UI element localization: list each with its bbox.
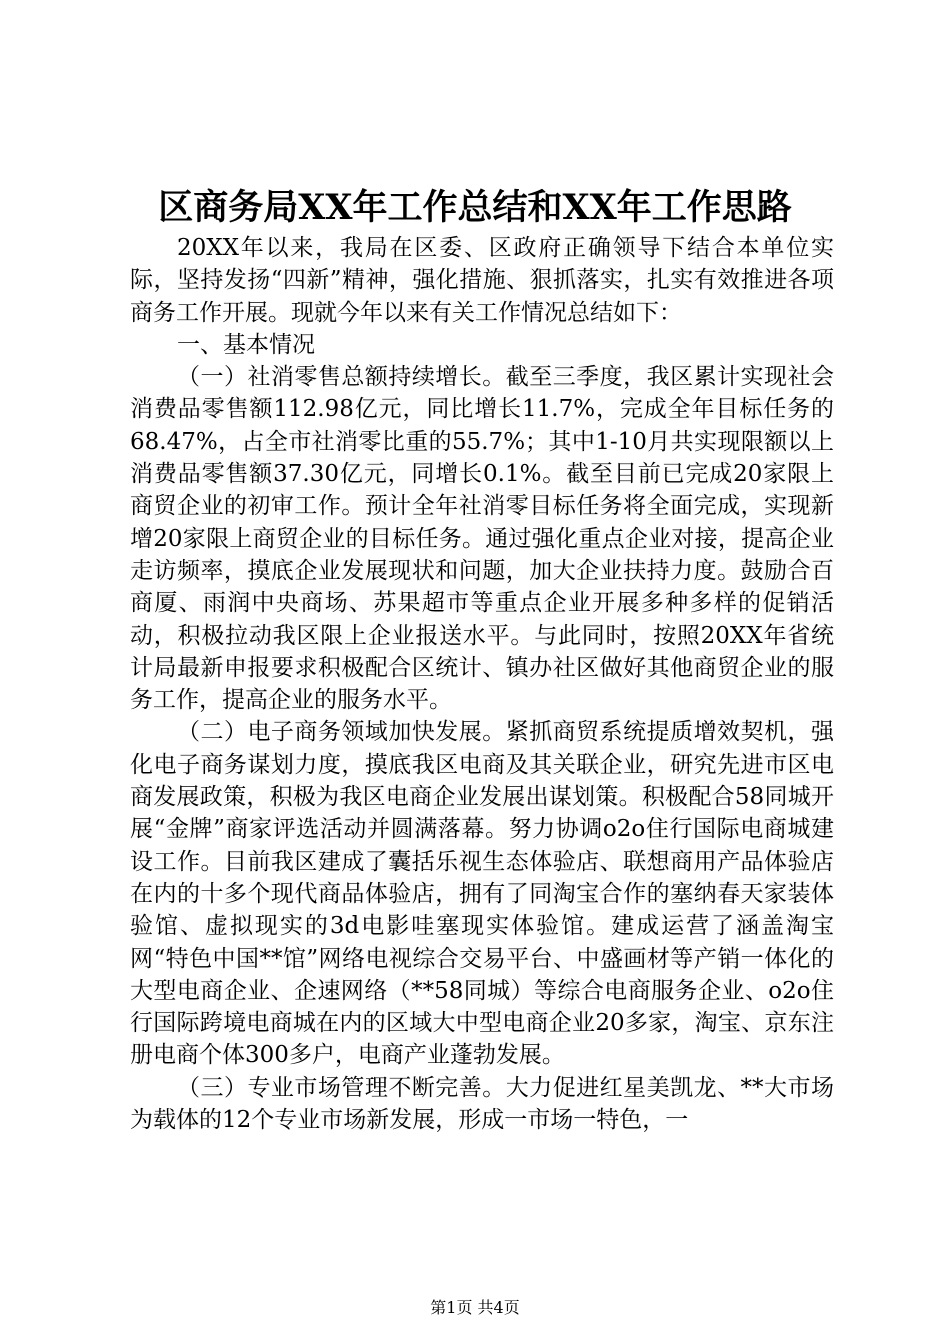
section-heading-basic-situation: 一、基本情况: [177, 331, 315, 358]
intro-paragraph: 20XX年以来，我局在区委、区政府正确领导下结合本单位实际，坚持发扬“四新”精神，强化措施、狠抓落实，扎实有效推进各项商务工作开展。现就今年以来有关工作情况总结如下：: [130, 235, 834, 326]
paragraph-retail-sales: （一）社消零售总额持续增长。截至三季度，我区累计实现社会消费品零售额112.98亿元，同比增长11.7%，完成全年目标任务的68.47%，占全市社消零比重的55.7%；其中1-10月共实现限额以上消费品零售额37.30亿元，同增长0.1%。截至目前已完成20家限上商贸企业的初审工作。预计全年社消零目标任务将全面完成，实现新增20家限上商贸企业的目标任务。通过强化重点企业对接，提高企业走访频率，摸底企业发展现状和问题，加大企业扶持力度。鼓励合百商厦、雨润中央商场、苏果超市等重点企业开展多种多样的促销活动，积极拉动我区限上企业报送水平。与此同时，按照20XX年省统计局最新申报要求积极配合区统计、镇办社区做好其他商贸企业的服务工作，提高企业的服务水平。: [130, 364, 834, 714]
paragraph-ecommerce: （二）电子商务领域加快发展。紧抓商贸系统提质增效契机，强化电子商务谋划力度，摸底我区电商及其关联企业，研究先进市区电商发展政策，积极为我区电商企业发展出谋划策。积极配合58同城开展“金牌”商家评选活动并圆满落幕。努力协调o2o住行国际电商城建设工作。目前我区建成了囊括乐视生态体验店、联想商用产品体验店在内的十多个现代商品体验店，拥有了同淘宝合作的塞纳春天家装体验馆、虚拟现实的3d电影哇塞现实体验馆。建成运营了涵盖淘宝网“特色中国**馆”网络电视综合交易平台、中盛画材等产销一体化的大型电商企业、企速网络（**58同城）等综合电商服务企业、o2o住行国际跨境电商城在内的区域大中型电商企业20多家，淘宝、京东注册电商个体300多户，电商产业蓬勃发展。: [130, 719, 834, 1069]
document-title: 区商务局XX年工作总结和XX年工作思路: [158, 187, 792, 228]
document-body: [130, 232, 834, 1136]
page-footer: 第1页 共4页: [430, 1298, 520, 1317]
paragraph-market-management: （三）专业市场管理不断完善。大力促进红星美凯龙、**大市场为载体的12个专业市场新发展，形成一市场一特色，一: [130, 1074, 834, 1134]
